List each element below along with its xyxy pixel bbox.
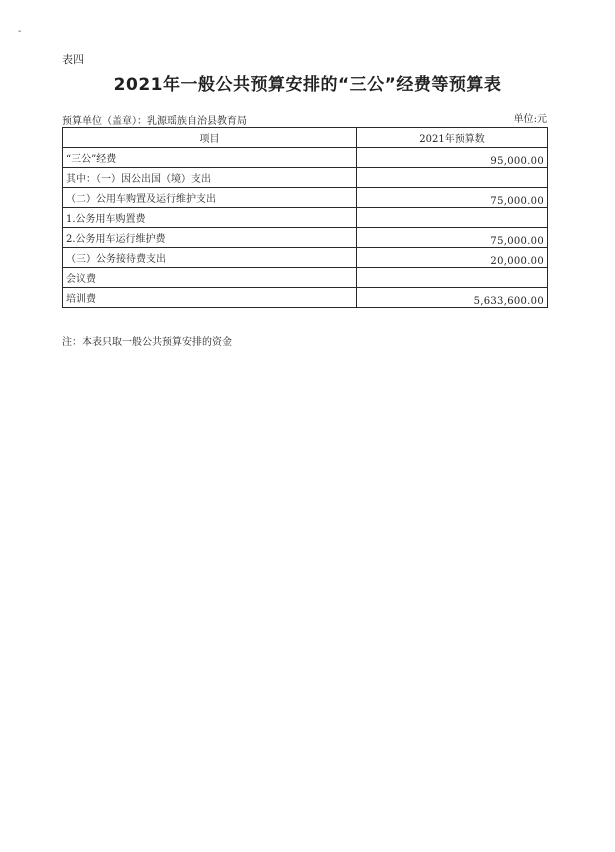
row-item-label: 其中：（一）因公出国（境）支出 (63, 168, 357, 188)
table-row (63, 248, 548, 268)
row-amount (357, 168, 548, 188)
row-amount: 75,000.00 (357, 188, 548, 208)
row-amount (357, 208, 548, 228)
document-title: 2021年一般公共预算安排的“三公”经费等预算表 (113, 75, 502, 95)
table-note: 注：本表只取一般公共预算安排的资金 (62, 337, 232, 348)
currency-unit-label: 单位:元 (513, 114, 547, 125)
row-item-label: “三公”经费 (63, 148, 357, 168)
table-row (63, 188, 548, 208)
row-amount: 20,000.00 (357, 248, 548, 268)
row-amount: 75,000.00 (357, 228, 548, 248)
budget-unit-label: 预算单位（盖章）：乳源瑶族自治县教育局 (62, 116, 247, 127)
budget-table (62, 127, 548, 308)
row-item-label: （二）公用车购置及运行维护支出 (63, 188, 357, 208)
table-row (63, 288, 548, 308)
header-budget-2021: 2021年预算数 (357, 128, 548, 148)
row-item-label: 1.公务用车购置费 (63, 208, 357, 228)
table-row (63, 228, 548, 248)
table-header-row (63, 128, 548, 148)
table-row (63, 208, 548, 228)
table-number: 表四 (62, 53, 84, 66)
row-amount: 95,000.00 (357, 148, 548, 168)
row-amount (357, 268, 548, 288)
row-item-label: 会议费 (63, 268, 357, 288)
row-item-label: 2.公务用车运行维护费 (63, 228, 357, 248)
row-item-label: 培训费 (63, 288, 357, 308)
row-amount: 5,633,600.00 (357, 288, 548, 308)
table-row (63, 148, 548, 168)
table-row (63, 168, 548, 188)
header-item: 项目 (63, 128, 357, 148)
page-mark: - (18, 26, 22, 37)
row-item-label: （三）公务接待费支出 (63, 248, 357, 268)
table-row (63, 268, 548, 288)
